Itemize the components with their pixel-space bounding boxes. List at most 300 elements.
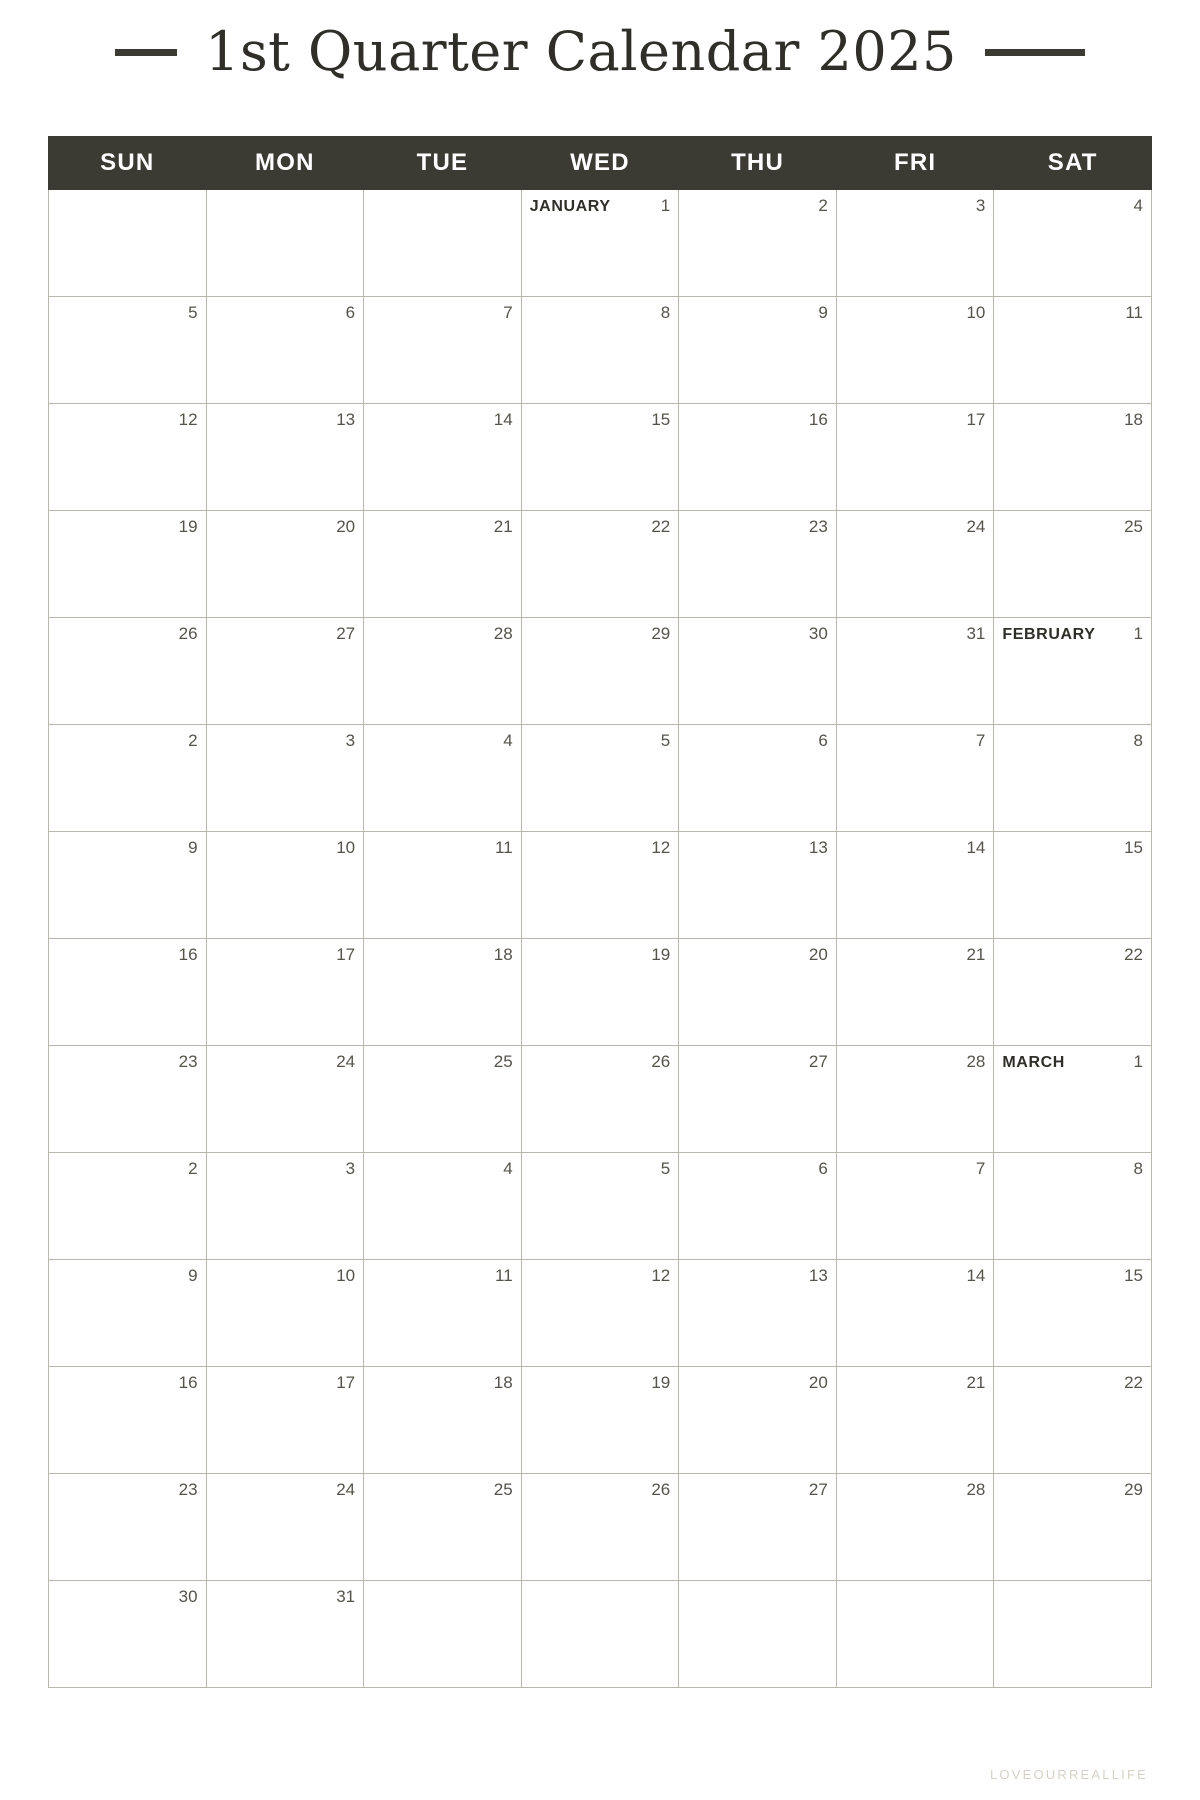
- calendar-day-cell[interactable]: [49, 1474, 207, 1581]
- calendar-cell-empty: [994, 1581, 1152, 1688]
- calendar-cell-header: [522, 832, 679, 856]
- day-number: 26: [651, 1052, 671, 1071]
- calendar-cell-empty: [364, 1581, 522, 1688]
- calendar-day-cell[interactable]: [521, 832, 679, 939]
- calendar-week-row: [49, 1046, 1152, 1153]
- calendar-cell-header: [994, 725, 1151, 749]
- day-number: 2: [818, 196, 828, 215]
- calendar-cell-empty: [364, 190, 522, 297]
- calendar-body: [49, 190, 1152, 1688]
- day-number: 16: [808, 410, 828, 429]
- calendar-cell-header: [837, 1474, 994, 1498]
- calendar-day-cell[interactable]: [49, 297, 207, 404]
- calendar-day-cell[interactable]: [521, 1046, 679, 1153]
- calendar-day-cell[interactable]: [836, 511, 994, 618]
- calendar-cell-header: [994, 190, 1151, 214]
- day-number: 2: [188, 1159, 198, 1178]
- day-number: 3: [975, 196, 986, 215]
- calendar-day-cell[interactable]: [679, 725, 837, 832]
- day-number: 29: [651, 624, 671, 643]
- calendar-day-cell[interactable]: [521, 1260, 679, 1367]
- day-number: 25: [493, 1052, 513, 1071]
- day-number: 28: [966, 1052, 986, 1071]
- calendar-day-cell[interactable]: [836, 1046, 994, 1153]
- day-number: 13: [808, 1266, 828, 1285]
- calendar-cell-header: [364, 1474, 521, 1498]
- calendar-cell-empty: [836, 1581, 994, 1688]
- calendar-cell-header: [207, 1153, 364, 1177]
- calendar-cell-empty: [521, 1581, 679, 1688]
- day-number: 27: [336, 624, 356, 643]
- day-number: 19: [651, 1373, 671, 1392]
- calendar-cell-header: [837, 404, 994, 428]
- calendar-day-cell[interactable]: [679, 1046, 837, 1153]
- calendar-day-cell[interactable]: [364, 404, 522, 511]
- calendar-day-cell[interactable]: [521, 1474, 679, 1581]
- calendar-cell-empty: [206, 190, 364, 297]
- calendar-day-cell[interactable]: [364, 1046, 522, 1153]
- day-number: 21: [493, 517, 513, 536]
- calendar-cell-header: [994, 1260, 1151, 1284]
- calendar-cell-header: [207, 1260, 364, 1284]
- calendar-cell-header: [837, 939, 994, 963]
- day-number: 10: [336, 838, 356, 857]
- day-number: 22: [1124, 945, 1143, 964]
- day-number: 8: [660, 303, 671, 322]
- calendar-day-cell[interactable]: [836, 404, 994, 511]
- calendar-day-cell[interactable]: [206, 725, 364, 832]
- day-number: 9: [188, 838, 198, 857]
- calendar-cell-header: [49, 1153, 206, 1177]
- calendar-cell-header: [522, 939, 679, 963]
- day-number: 18: [493, 1373, 513, 1392]
- calendar-day-cell[interactable]: [521, 297, 679, 404]
- day-number: 23: [178, 1052, 198, 1071]
- page-header: [0, 0, 1200, 83]
- calendar-day-cell[interactable]: [49, 1153, 207, 1260]
- calendar-cell-header: [837, 618, 994, 642]
- weekday-header-thu: THU: [679, 137, 837, 190]
- calendar-cell-header: [364, 404, 521, 428]
- calendar-week-row: [49, 1260, 1152, 1367]
- day-number: 24: [966, 517, 986, 536]
- calendar-cell-header: [207, 832, 364, 856]
- calendar-day-cell[interactable]: [49, 1367, 207, 1474]
- calendar-cell-header: [49, 1260, 206, 1284]
- calendar-cell-header: [679, 404, 836, 428]
- calendar-day-cell[interactable]: [679, 190, 837, 297]
- calendar-cell-header: [207, 939, 364, 963]
- calendar-day-cell[interactable]: [206, 404, 364, 511]
- calendar-day-cell[interactable]: [994, 725, 1152, 832]
- day-number: 19: [178, 517, 198, 536]
- calendar-cell-header: [522, 1046, 679, 1070]
- calendar-cell-header: [364, 511, 521, 535]
- calendar-day-cell[interactable]: [836, 832, 994, 939]
- calendar-cell-header: [207, 404, 364, 428]
- calendar-day-cell[interactable]: [364, 832, 522, 939]
- calendar-cell-header: [994, 618, 1151, 644]
- calendar-cell-header: [522, 725, 679, 749]
- calendar-cell-header: [679, 511, 836, 535]
- day-number: 27: [808, 1480, 828, 1499]
- day-number: 21: [966, 945, 986, 964]
- calendar-cell-header: [207, 511, 364, 535]
- calendar-day-cell[interactable]: [994, 511, 1152, 618]
- calendar-day-cell[interactable]: [206, 1367, 364, 1474]
- day-number: 14: [966, 1266, 986, 1285]
- calendar-cell-header: [837, 1260, 994, 1284]
- calendar-day-cell[interactable]: [994, 1260, 1152, 1367]
- calendar-cell-header: [994, 1367, 1151, 1391]
- calendar-cell-header: [522, 1153, 679, 1177]
- calendar-day-cell[interactable]: [994, 190, 1152, 297]
- day-number: 2: [188, 731, 198, 750]
- calendar-cell-header: [679, 939, 836, 963]
- calendar-cell-header: [364, 725, 521, 749]
- calendar-cell-header: [679, 618, 836, 642]
- calendar-cell-header: [49, 939, 206, 963]
- calendar-day-cell[interactable]: [679, 939, 837, 1046]
- calendar-cell-header: [207, 1474, 364, 1498]
- calendar-day-cell[interactable]: [836, 1474, 994, 1581]
- calendar-day-cell[interactable]: [679, 404, 837, 511]
- day-number: 15: [651, 410, 671, 429]
- day-number: 1: [1133, 624, 1143, 643]
- calendar-cell-empty: [679, 1581, 837, 1688]
- calendar-day-cell[interactable]: [836, 939, 994, 1046]
- calendar-day-cell[interactable]: [364, 939, 522, 1046]
- calendar-day-cell[interactable]: [206, 511, 364, 618]
- calendar-week-row: [49, 404, 1152, 511]
- day-number: 18: [1124, 410, 1143, 429]
- calendar-week-row: [49, 297, 1152, 404]
- calendar-day-cell[interactable]: [836, 1153, 994, 1260]
- calendar-day-cell[interactable]: [679, 1260, 837, 1367]
- day-number: 14: [493, 410, 513, 429]
- day-number: 24: [336, 1480, 356, 1499]
- calendar-day-cell[interactable]: [679, 511, 837, 618]
- calendar-cell-header: [837, 1367, 994, 1391]
- calendar-day-cell[interactable]: [49, 939, 207, 1046]
- calendar-day-cell[interactable]: [994, 404, 1152, 511]
- day-number: 6: [818, 731, 828, 750]
- day-number: 11: [1125, 303, 1143, 322]
- calendar-cell-header: [522, 1260, 679, 1284]
- calendar-cell-empty: [49, 190, 207, 297]
- calendar-day-cell[interactable]: [679, 1474, 837, 1581]
- day-number: 26: [651, 1480, 671, 1499]
- calendar-day-cell[interactable]: [521, 1153, 679, 1260]
- day-number: 10: [966, 303, 986, 322]
- day-number: 20: [808, 1373, 828, 1392]
- calendar-day-cell[interactable]: [49, 832, 207, 939]
- month-start-label: MARCH: [1002, 1054, 1065, 1071]
- calendar-cell-header: [679, 1367, 836, 1391]
- day-number: 26: [178, 624, 198, 643]
- calendar-day-cell[interactable]: [836, 725, 994, 832]
- day-number: 12: [178, 410, 198, 429]
- day-number: 7: [975, 731, 986, 750]
- calendar-day-cell[interactable]: [679, 1367, 837, 1474]
- calendar-day-cell[interactable]: [521, 939, 679, 1046]
- calendar-day-cell[interactable]: [836, 618, 994, 725]
- day-number: 18: [493, 945, 513, 964]
- day-number: 10: [336, 1266, 356, 1285]
- weekday-header-row: [49, 137, 1152, 190]
- day-number: 22: [651, 517, 671, 536]
- day-number: 17: [966, 410, 986, 429]
- calendar-day-cell[interactable]: [206, 1046, 364, 1153]
- calendar-day-cell[interactable]: [521, 511, 679, 618]
- calendar-container: [0, 78, 1200, 1688]
- day-number: 16: [178, 1373, 198, 1392]
- calendar-day-cell[interactable]: [206, 297, 364, 404]
- day-number: 7: [503, 303, 513, 322]
- day-number: 28: [493, 624, 513, 643]
- calendar-cell-header: [837, 297, 994, 321]
- calendar-day-cell[interactable]: [49, 618, 207, 725]
- calendar-day-cell[interactable]: [49, 404, 207, 511]
- calendar-cell-header: [522, 511, 679, 535]
- calendar-day-cell[interactable]: [206, 1260, 364, 1367]
- day-number: 13: [336, 410, 356, 429]
- calendar-day-cell[interactable]: [364, 1260, 522, 1367]
- calendar-cell-header: [364, 1046, 521, 1070]
- day-number: 6: [818, 1159, 828, 1178]
- calendar-cell-header: [837, 190, 994, 214]
- day-number: 20: [808, 945, 828, 964]
- calendar-cell-header: [837, 1153, 994, 1177]
- calendar-cell-header: [207, 1367, 364, 1391]
- page-title: 1st Quarter Calendar 2025: [205, 20, 957, 83]
- calendar-day-cell[interactable]: [206, 939, 364, 1046]
- calendar-day-cell[interactable]: [206, 618, 364, 725]
- day-number: 11: [495, 1266, 513, 1285]
- calendar-cell-header: [522, 297, 679, 321]
- day-number: 11: [495, 838, 513, 857]
- calendar-week-row: [49, 511, 1152, 618]
- day-number: 9: [188, 1266, 198, 1285]
- calendar-day-cell[interactable]: [679, 297, 837, 404]
- calendar-day-cell[interactable]: [679, 832, 837, 939]
- calendar-week-row: [49, 725, 1152, 832]
- day-number: 16: [178, 945, 198, 964]
- calendar-cell-header: [364, 1367, 521, 1391]
- calendar-day-cell[interactable]: [994, 1046, 1152, 1153]
- calendar-cell-header: [522, 404, 679, 428]
- calendar-cell-header: [364, 1153, 521, 1177]
- calendar-day-cell[interactable]: [994, 618, 1152, 725]
- calendar-day-cell[interactable]: [49, 1046, 207, 1153]
- calendar-day-cell[interactable]: [49, 1260, 207, 1367]
- day-number: 29: [1124, 1480, 1143, 1499]
- calendar-cell-header: [49, 1474, 206, 1498]
- day-number: 1: [1133, 1052, 1143, 1071]
- calendar-day-cell[interactable]: [364, 1153, 522, 1260]
- calendar-cell-header: [207, 1046, 364, 1070]
- day-number: 24: [336, 1052, 356, 1071]
- calendar-cell-header: [207, 725, 364, 749]
- day-number: 3: [345, 1159, 356, 1178]
- day-number: 15: [1124, 1266, 1143, 1285]
- calendar-cell-header: [837, 1046, 994, 1070]
- day-number: 3: [345, 731, 356, 750]
- header-rule-left: [115, 49, 177, 56]
- quarter-calendar-table: [48, 136, 1152, 1688]
- day-number: 12: [651, 838, 671, 857]
- calendar-cell-header: [679, 1260, 836, 1284]
- day-number: 4: [503, 731, 513, 750]
- calendar-day-cell[interactable]: [364, 297, 522, 404]
- calendar-day-cell[interactable]: [679, 618, 837, 725]
- day-number: 13: [808, 838, 828, 857]
- calendar-cell-header: [522, 1474, 679, 1498]
- calendar-day-cell[interactable]: [836, 1260, 994, 1367]
- calendar-cell-header: [49, 1581, 206, 1605]
- calendar-day-cell[interactable]: [364, 1367, 522, 1474]
- day-number: 4: [1133, 196, 1143, 215]
- calendar-cell-header: [207, 1581, 364, 1605]
- day-number: 21: [966, 1373, 986, 1392]
- day-number: 5: [188, 303, 198, 322]
- calendar-cell-header: [364, 832, 521, 856]
- day-number: 8: [1133, 731, 1143, 750]
- weekday-header-wed: WED: [521, 137, 679, 190]
- day-number: 14: [966, 838, 986, 857]
- day-number: 25: [493, 1480, 513, 1499]
- calendar-cell-header: [994, 939, 1151, 963]
- calendar-day-cell[interactable]: [994, 1474, 1152, 1581]
- calendar-cell-header: [364, 618, 521, 642]
- month-start-label: JANUARY: [529, 198, 611, 215]
- day-number: 15: [1124, 838, 1143, 857]
- calendar-day-cell[interactable]: [521, 404, 679, 511]
- calendar-day-cell[interactable]: [521, 190, 679, 297]
- day-number: 31: [336, 1587, 356, 1606]
- calendar-day-cell[interactable]: [521, 1367, 679, 1474]
- weekday-header-sat: SAT: [994, 137, 1152, 190]
- calendar-cell-header: [679, 1153, 836, 1177]
- calendar-week-row: [49, 1581, 1152, 1688]
- weekday-header-mon: MON: [206, 137, 364, 190]
- calendar-week-row: [49, 1153, 1152, 1260]
- calendar-day-cell[interactable]: [994, 939, 1152, 1046]
- calendar-day-cell[interactable]: [521, 618, 679, 725]
- calendar-cell-header: [49, 832, 206, 856]
- calendar-day-cell[interactable]: [206, 1153, 364, 1260]
- calendar-cell-header: [207, 618, 364, 642]
- calendar-cell-header: [49, 511, 206, 535]
- calendar-day-cell[interactable]: [836, 190, 994, 297]
- day-number: 27: [808, 1052, 828, 1071]
- calendar-week-row: [49, 618, 1152, 725]
- calendar-cell-header: [522, 190, 679, 216]
- calendar-day-cell[interactable]: [994, 832, 1152, 939]
- calendar-day-cell[interactable]: [364, 725, 522, 832]
- day-number: 30: [178, 1587, 198, 1606]
- weekday-header-sun: SUN: [49, 137, 207, 190]
- calendar-cell-header: [49, 725, 206, 749]
- calendar-cell-header: [522, 1367, 679, 1391]
- calendar-cell-header: [837, 725, 994, 749]
- calendar-week-row: [49, 190, 1152, 297]
- day-number: 17: [336, 1373, 356, 1392]
- calendar-cell-header: [994, 1046, 1151, 1072]
- day-number: 25: [1124, 517, 1143, 536]
- calendar-day-cell[interactable]: [206, 832, 364, 939]
- calendar-cell-header: [679, 1046, 836, 1070]
- calendar-cell-header: [207, 297, 364, 321]
- calendar-day-cell[interactable]: [994, 1367, 1152, 1474]
- calendar-cell-header: [837, 832, 994, 856]
- calendar-day-cell[interactable]: [521, 725, 679, 832]
- calendar-day-cell[interactable]: [836, 1367, 994, 1474]
- day-number: 9: [818, 303, 828, 322]
- day-number: 12: [651, 1266, 671, 1285]
- calendar-cell-header: [994, 511, 1151, 535]
- calendar-cell-header: [49, 1046, 206, 1070]
- calendar-week-row: [49, 1367, 1152, 1474]
- day-number: 19: [651, 945, 671, 964]
- calendar-cell-header: [679, 190, 836, 214]
- calendar-day-cell[interactable]: [364, 1474, 522, 1581]
- day-number: 20: [336, 517, 356, 536]
- calendar-day-cell[interactable]: [206, 1581, 364, 1688]
- day-number: 4: [503, 1159, 513, 1178]
- day-number: 17: [336, 945, 356, 964]
- day-number: 1: [660, 196, 671, 215]
- header-rule-right: [985, 49, 1085, 56]
- day-number: 8: [1133, 1159, 1143, 1178]
- calendar-day-cell[interactable]: [49, 511, 207, 618]
- calendar-cell-header: [364, 939, 521, 963]
- weekday-header-tue: TUE: [364, 137, 522, 190]
- calendar-day-cell[interactable]: [49, 1581, 207, 1688]
- calendar-day-cell[interactable]: [679, 1153, 837, 1260]
- calendar-cell-header: [364, 1260, 521, 1284]
- calendar-cell-header: [994, 297, 1151, 321]
- calendar-cell-header: [49, 1367, 206, 1391]
- calendar-cell-header: [994, 1474, 1151, 1498]
- calendar-cell-header: [522, 618, 679, 642]
- calendar-day-cell[interactable]: [364, 511, 522, 618]
- calendar-day-cell[interactable]: [206, 1474, 364, 1581]
- calendar-day-cell[interactable]: [994, 1153, 1152, 1260]
- calendar-cell-header: [49, 618, 206, 642]
- calendar-cell-header: [679, 1474, 836, 1498]
- calendar-cell-header: [994, 1153, 1151, 1177]
- calendar-cell-header: [364, 297, 521, 321]
- calendar-cell-header: [679, 297, 836, 321]
- day-number: 22: [1124, 1373, 1143, 1392]
- calendar-cell-header: [679, 725, 836, 749]
- month-start-label: FEBRUARY: [1002, 626, 1096, 643]
- day-number: 5: [660, 1159, 671, 1178]
- calendar-day-cell[interactable]: [49, 725, 207, 832]
- calendar-cell-header: [49, 404, 206, 428]
- day-number: 5: [660, 731, 671, 750]
- calendar-week-row: [49, 1474, 1152, 1581]
- day-number: 6: [345, 303, 356, 322]
- calendar-day-cell[interactable]: [836, 297, 994, 404]
- calendar-cell-header: [994, 404, 1151, 428]
- calendar-week-row: [49, 832, 1152, 939]
- day-number: 31: [966, 624, 986, 643]
- calendar-day-cell[interactable]: [364, 618, 522, 725]
- calendar-cell-header: [994, 832, 1151, 856]
- calendar-day-cell[interactable]: [994, 297, 1152, 404]
